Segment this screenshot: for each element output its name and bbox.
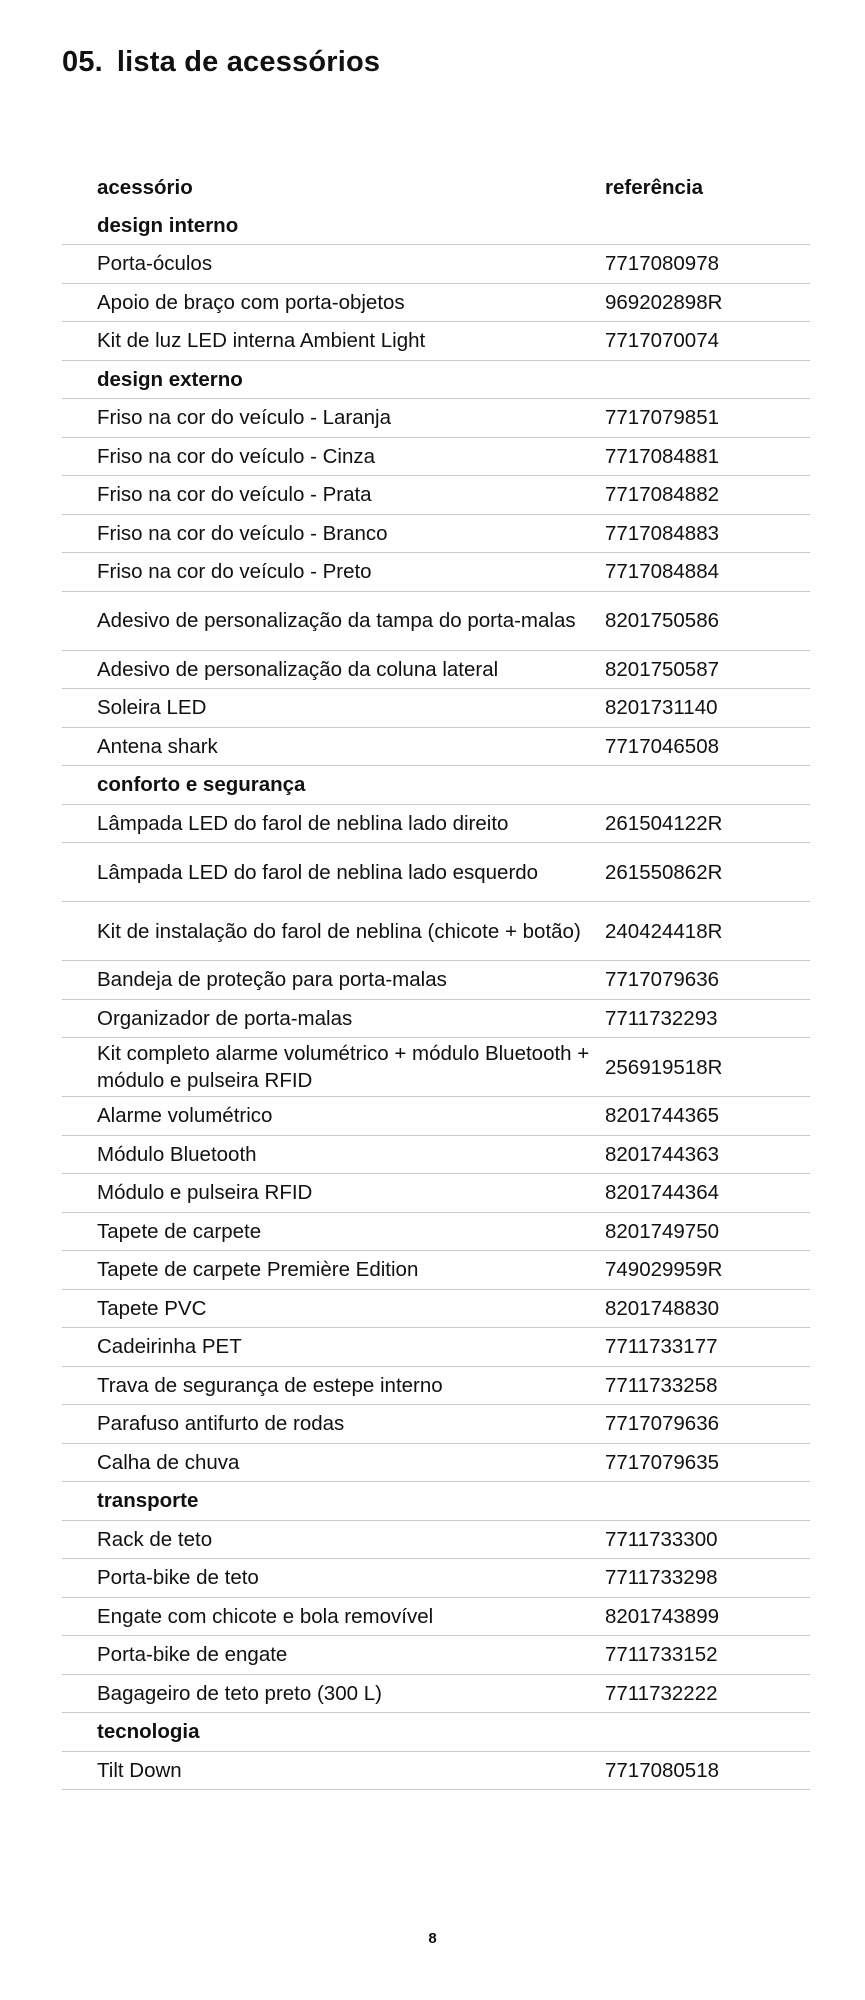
table-row [62,284,810,323]
reference-code: 7717080518 [605,1758,720,1782]
accessory-name: Calha de chuva [97,1450,240,1474]
reference-code: 7711733152 [605,1643,718,1667]
table-row [62,1521,810,1560]
accessory-name: Friso na cor do veículo - Prata [97,483,372,507]
reference-code: 7711733258 [605,1373,718,1397]
reference-code: 7717084882 [605,483,720,507]
reference-code: 8201749750 [605,1219,720,1243]
table-row [62,1636,810,1675]
reference-code: 8201750586 [605,609,720,632]
section-number: 05. [62,46,103,78]
section-label: transporte [97,1489,199,1513]
table-row [62,438,810,477]
accessory-name: Friso na cor do veículo - Preto [97,560,372,584]
column-header-reference: referência [605,175,704,199]
table-row [62,553,810,592]
accessory-name: Rack de teto [97,1527,213,1551]
table-row [62,245,810,284]
reference-code: 8201744364 [605,1181,720,1205]
reference-code: 8201750587 [605,657,720,681]
reference-code: 7711733298 [605,1566,718,1590]
reference-code: 7717079636 [605,1412,720,1436]
section-label: design externo [97,367,243,391]
section-title: lista de acessórios [116,46,381,78]
page-number: 8 [428,1930,437,1947]
table-row [62,805,810,844]
reference-code: 7717079635 [605,1450,720,1474]
table-row [62,1290,810,1329]
reference-code: 240424418R [605,919,723,943]
table-row [62,1559,810,1598]
reference-code: 7711732222 [605,1681,718,1705]
reference-code: 256919518R [605,1055,723,1079]
section-label: design interno [97,213,239,237]
column-header-accessory: acessório [97,175,193,199]
table-row [62,1328,810,1367]
accessory-name: Cadeirinha PET [97,1335,242,1359]
table-row [62,1367,810,1406]
accessory-name: Adesivo de personalização da tampa do porta-malas [97,609,576,632]
accessory-name: Adesivo de personalização da coluna lateral [97,657,499,681]
accessory-name: Trava de segurança de estepe interno [97,1373,443,1397]
table-row [62,1752,810,1791]
reference-code: 7717070074 [605,329,720,353]
accessory-name: Alarme volumétrico [97,1104,273,1128]
reference-code: 7717084884 [605,560,720,584]
accessory-name: Friso na cor do veículo - Laranja [97,406,391,430]
reference-code: 261504122R [605,811,723,835]
section-row [62,361,810,400]
accessory-name: Lâmpada LED do farol de neblina lado direito [97,811,509,835]
reference-code: 7711733300 [605,1527,718,1551]
table-row [62,843,810,902]
accessory-name: Módulo e pulseira RFID [97,1181,313,1205]
table-row [62,1136,810,1175]
page-title [62,46,380,79]
reference-code: 261550862R [605,860,723,884]
accessory-name: Lâmpada LED do farol de neblina lado esquerdo [97,860,539,884]
table-row [62,728,810,767]
section-label: conforto e segurança [97,773,306,797]
accessory-name: Tilt Down [97,1758,182,1782]
table-row [62,1000,810,1039]
reference-code: 7717079636 [605,968,720,992]
accessory-name: Tapete PVC [97,1296,207,1320]
section-row [62,207,810,246]
reference-code: 8201743899 [605,1604,720,1628]
reference-code: 7717084883 [605,521,720,545]
reference-code: 7717080978 [605,252,720,276]
table-row [62,651,810,690]
table-row [62,1251,810,1290]
section-label: tecnologia [97,1720,200,1744]
section-row [62,1482,810,1521]
table-row [62,961,810,1000]
accessory-name: Módulo Bluetooth [97,1142,257,1166]
reference-code: 8201744365 [605,1104,720,1128]
accessory-name: Antena shark [97,734,218,758]
table-row [62,399,810,438]
reference-code: 8201731140 [605,696,718,720]
accessory-name: Parafuso antifurto de rodas [97,1412,345,1436]
reference-code: 7717079851 [605,406,720,430]
table-row [62,1405,810,1444]
table-row [62,1675,810,1714]
table-row [62,1097,810,1136]
accessory-name: Apoio de braço com porta-objetos [97,290,405,314]
accessory-name: Bandeja de proteção para porta-malas [97,968,447,992]
table-row [62,1174,810,1213]
accessories-table [62,168,810,1790]
accessory-name: Soleira LED [97,696,207,720]
table-row [62,476,810,515]
accessory-name: Porta-bike de engate [97,1643,288,1667]
accessory-name: Porta-óculos [97,252,213,276]
table-row [62,1038,810,1097]
section-row [62,766,810,805]
reference-code: 7711732293 [605,1006,718,1030]
table-body [62,207,810,1791]
table-row [62,689,810,728]
accessory-name: Tapete de carpete [97,1219,262,1243]
accessory-name: Friso na cor do veículo - Cinza [97,444,376,468]
reference-code: 8201748830 [605,1296,720,1320]
accessory-name: Friso na cor do veículo - Branco [97,521,388,545]
reference-code: 969202898R [605,290,723,314]
accessory-name: Kit completo alarme volumétrico + módulo Bluetooth + módulo e pulseira RFID [97,1042,590,1092]
accessory-name: Tapete de carpete Première Edition [97,1258,419,1282]
table-row [62,322,810,361]
accessory-name: Organizador de porta-malas [97,1006,353,1030]
table-row [62,1444,810,1483]
reference-code: 7717084881 [605,444,720,468]
reference-code: 8201744363 [605,1142,720,1166]
reference-code: 749029959R [605,1258,723,1282]
table-row [62,1598,810,1637]
reference-code: 7717046508 [605,734,720,758]
section-row [62,1713,810,1752]
accessory-name: Engate com chicote e bola removível [97,1604,434,1628]
table-header-row [62,168,810,207]
accessory-name: Bagageiro de teto preto (300 L) [97,1681,382,1705]
accessory-name: Kit de instalação do farol de neblina (chicote + botão) [97,919,581,943]
table-row [62,515,810,554]
accessory-name: Kit de luz LED interna Ambient Light [97,329,426,353]
reference-code: 7711733177 [605,1335,718,1359]
table-row [62,1213,810,1252]
accessory-name: Porta-bike de teto [97,1566,259,1590]
table-row [62,592,810,651]
table-row [62,902,810,961]
